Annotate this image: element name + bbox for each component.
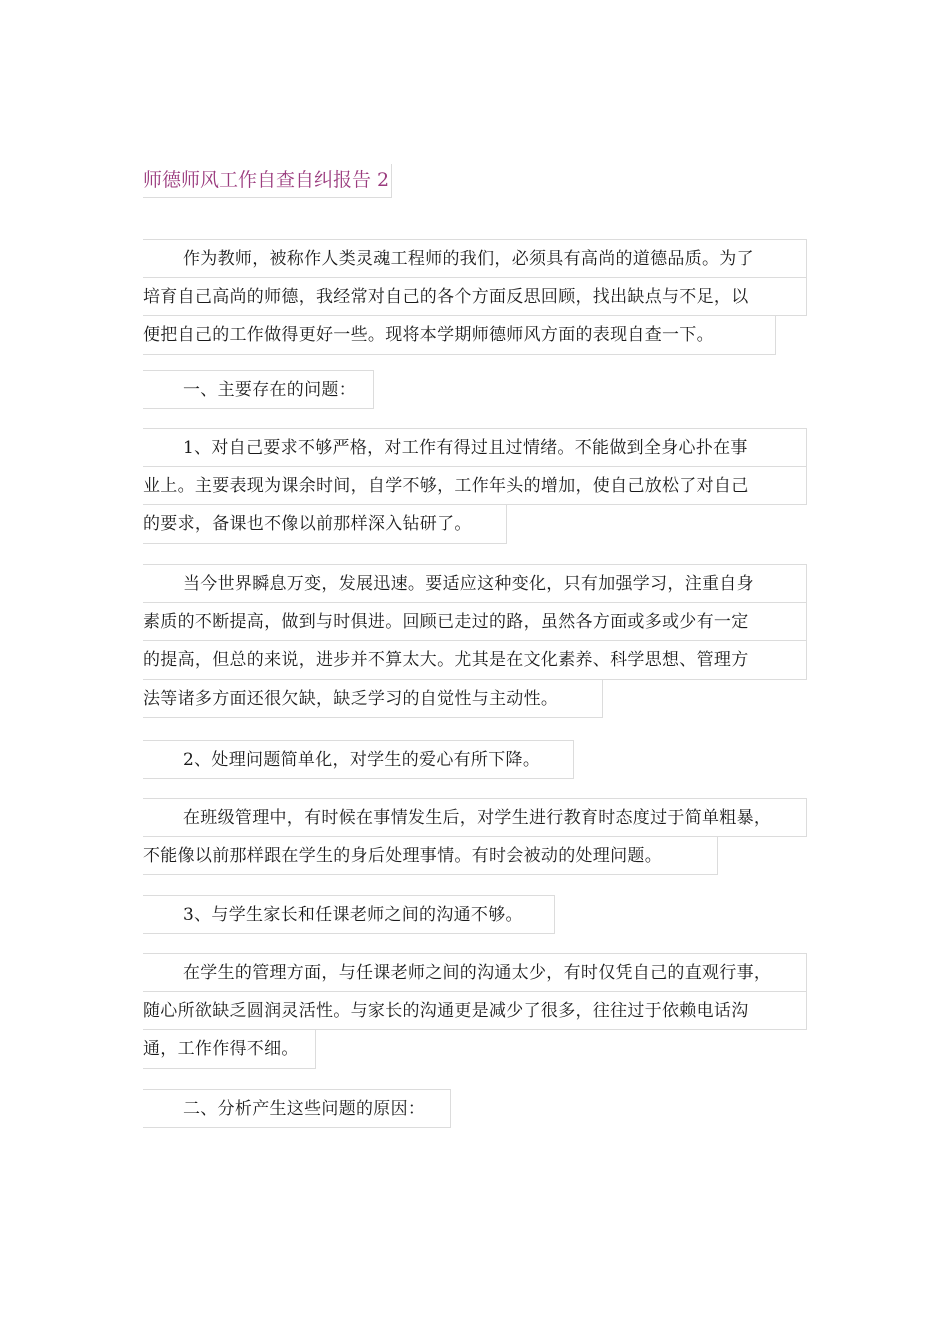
paragraph-line: 通，工作作得不细。: [143, 1030, 316, 1069]
heading-line: 3、与学生家长和任课老师之间的沟通不够。: [143, 895, 555, 934]
paragraph-line: 的要求，备课也不像以前那样深入钻研了。: [143, 505, 507, 544]
paragraph-line: 在学生的管理方面，与任课老师之间的沟通太少，有时仅凭自己的直观行事，: [143, 953, 807, 992]
paragraph-class-management: [143, 798, 807, 875]
section-heading-2: [143, 1089, 451, 1128]
paragraph-line: 法等诸多方面还很欠缺，缺乏学习的自觉性与主动性。: [143, 680, 603, 719]
paragraph-line: 在班级管理中，有时候在事情发生后，对学生进行教育时态度过于简单粗暴，: [143, 798, 807, 837]
paragraph-intro: [143, 239, 807, 355]
paragraph-line: 1、对自己要求不够严格，对工作有得过且过情绪。不能做到全身心扑在事: [143, 428, 807, 467]
document-title: 师德师风工作自查自纠报告 2: [143, 164, 392, 198]
section-heading-1: [143, 370, 374, 409]
paragraph-line: 当今世界瞬息万变，发展迅速。要适应这种变化，只有加强学习，注重自身: [143, 564, 807, 603]
paragraph-line: 素质的不断提高，做到与时俱进。回顾已走过的路，虽然各方面或多或少有一定: [143, 603, 807, 642]
heading-line: 一、主要存在的问题：: [143, 370, 374, 409]
paragraph-item-3: [143, 895, 555, 934]
paragraph-line: 随心所欲缺乏圆润灵活性。与家长的沟通更是减少了很多，往往过于依赖电话沟: [143, 992, 807, 1031]
paragraph-line: 培育自己高尚的师德，我经常对自己的各个方面反思回顾，找出缺点与不足，以: [143, 278, 807, 317]
paragraph-item-2: [143, 740, 574, 779]
paragraph-line: 的提高，但总的来说，进步并不算太大。尤其是在文化素养、科学思想、管理方: [143, 641, 807, 680]
paragraph-communication: [143, 953, 807, 1069]
heading-line: 2、处理问题简单化，对学生的爱心有所下降。: [143, 740, 574, 779]
paragraph-line: 业上。主要表现为课余时间，自学不够，工作年头的增加，使自己放松了对自己: [143, 467, 807, 506]
heading-line: 二、分析产生这些问题的原因：: [143, 1089, 451, 1128]
paragraph-development: [143, 564, 807, 718]
paragraph-line: 便把自己的工作做得更好一些。现将本学期师德师风方面的表现自查一下。: [143, 316, 776, 355]
paragraph-line: 不能像以前那样跟在学生的身后处理事情。有时会被动的处理问题。: [143, 837, 718, 876]
paragraph-line: 作为教师，被称作人类灵魂工程师的我们，必须具有高尚的道德品质。为了: [143, 239, 807, 278]
paragraph-item-1: [143, 428, 807, 544]
